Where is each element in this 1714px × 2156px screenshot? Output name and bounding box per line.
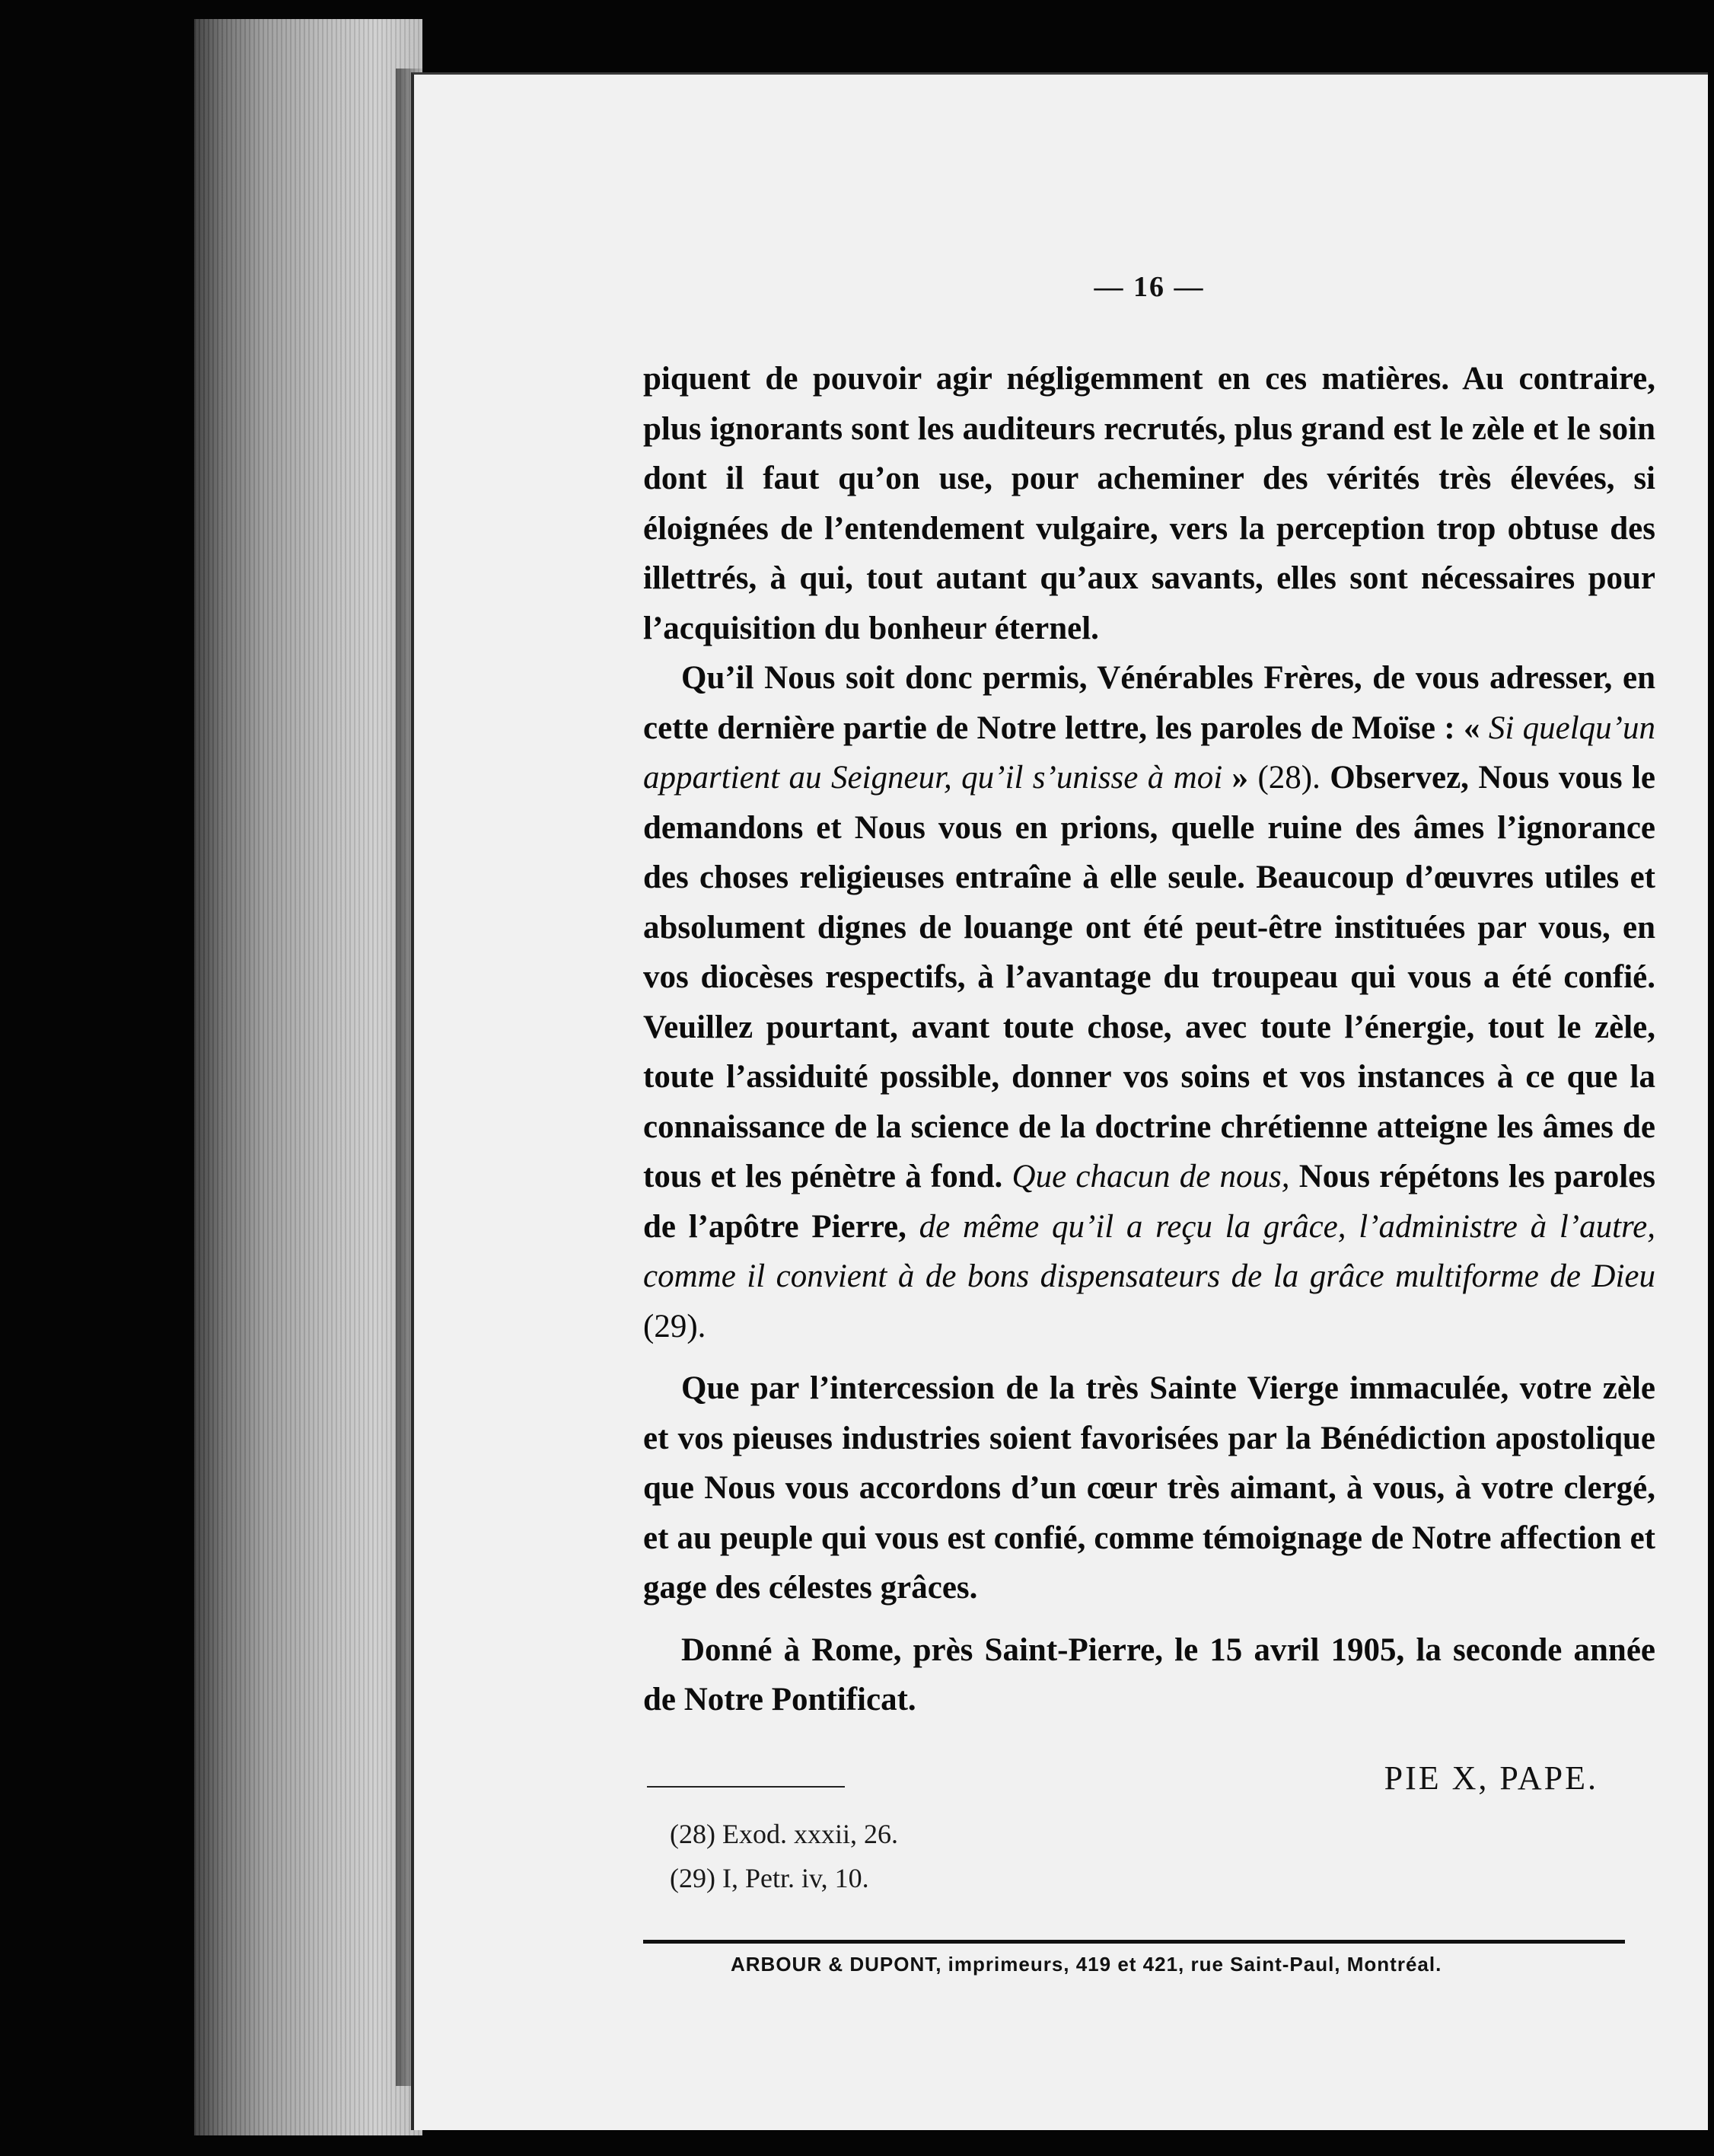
footnote-28: (28) Exod. xxxii, 26. (670, 1819, 898, 1849)
printer-imprint: ARBOUR & DUPONT, imprimeurs, 419 et 421, rue Saint-Paul, Montréal. (731, 1953, 1442, 1976)
footnotes (670, 1812, 1279, 1900)
text-run: Donné à Rome, près Saint-Pierre, le 15 avril 1905, la seconde année de Notre Pontificat. (643, 1631, 1655, 1717)
paragraph-3 (643, 1363, 1655, 1613)
text-run: » (1222, 760, 1258, 796)
text-run: (29). (643, 1308, 706, 1344)
text-run: Que par l’intercession de la très Sainte Vierge immaculée, votre zèle et vos pieuses industries soient favorisées par la Bénédiction apostolique que Nous vous accordons d’un cœur très aimant, à vous, à votre clergé, et au peuple qui vous est confié, comme témoignage de Notre affection et gage des célestes grâces. (643, 1370, 1655, 1606)
footer-divider (643, 1940, 1625, 1944)
text-run: Si quelqu’un appartient au Seigneur, qu’il s’unisse à moi (643, 710, 1655, 796)
text-run: Que chacun de nous, (1012, 1159, 1290, 1194)
book-page-edges (194, 19, 422, 2135)
text-run: (28). (1257, 760, 1321, 796)
text-run: piquent de pouvoir agir négligemment en ces matières. Au contraire, plus ignorants sont les auditeurs recrutés, plus grand est le zèle et le soin dont il faut qu’on use, pour acheminer des vérités très élevées, si éloignées de l’entendement vulgaire, vers la perception trop obtuse des illettrés, à qui, tout autant qu’aux savants, elles sont nécessaires pour l’acquisition du bonheur éternel. (643, 361, 1655, 646)
paragraph-1 (643, 354, 1655, 653)
paragraph-2 (643, 653, 1655, 1351)
paragraph-4 (643, 1625, 1655, 1725)
footnote-divider (647, 1786, 845, 1788)
body-text (643, 354, 1655, 1725)
text-run: Nous répétons les paroles de l’apôtre Pierre, (643, 1159, 1655, 1245)
text-run: Observez, Nous vous le demandons et Nous vous en prions, quelle ruine des âmes l’ignorance des choses religieuses entraîne à elle seule. Beaucoup d’œuvres utiles et absolument dignes de louange ont été peut-être instituées par vous, en vos diocèses respectifs, à l’avantage du troupeau qui vous a été confié. Veuillez pourtant, avant toute chose, avec toute l’énergie, tout le zèle, toute l’assiduité possible, donner vos soins et vos instances à ce que la connaissance de la science de la doctrine chrétienne atteigne les âmes de tous et les pénètre à fond. (643, 760, 1656, 1194)
text-run: Qu’il Nous soit donc permis, Vénérables Frères, de vous adresser, en cette dernière partie de Notre lettre, les paroles de Moïse : « (643, 660, 1655, 746)
page-number: — 16 — (1094, 271, 1205, 303)
footnote-29: (29) I, Petr. iv, 10. (670, 1863, 869, 1893)
signature: PIE X, PAPE. (1384, 1759, 1598, 1797)
text-run: de même qu’il a reçu la grâce, l’administre à l’autre, comme il convient à de bons dispensateurs de la grâce multiforme de Dieu (643, 1208, 1656, 1294)
